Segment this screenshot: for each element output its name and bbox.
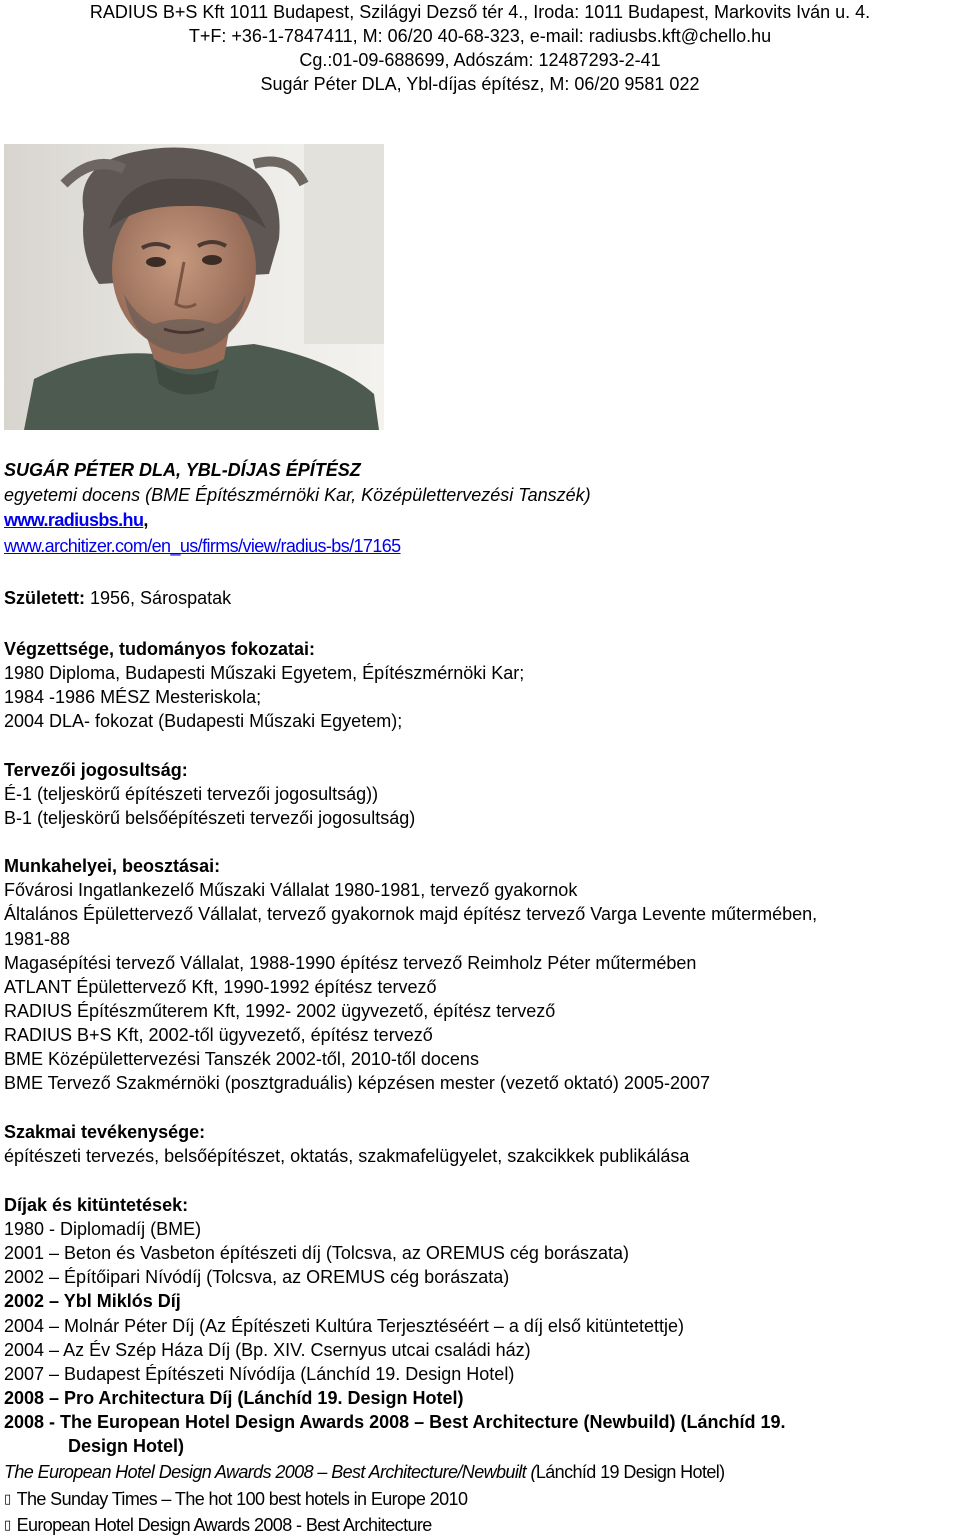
- position-title: egyetemi docens (BME Építészmérnöki Kar, Középülettervezési Tanszék): [4, 485, 591, 505]
- award-item: 2004 – Molnár Péter Díj (Az Építészeti Kultúra Terjesztéséért – a díj első kitüntetettje): [4, 1316, 685, 1336]
- award-item: 2002 – Ybl Miklós Díj: [4, 1291, 181, 1311]
- license-heading: Tervezői jogosultság:: [4, 760, 188, 780]
- activity-heading: Szakmai tevékenysége:: [4, 1122, 206, 1142]
- award-note-hotel: Lánchíd 19 Design Hotel): [535, 1462, 725, 1482]
- work-item: BME Tervező Szakmérnöki (posztgraduális) képzésen mester (vezető oktató) 2005-2007: [4, 1073, 711, 1093]
- award-item: 2004 – Az Év Szép Háza Díj (Bp. XIV. Csernyus utcai családi ház): [4, 1340, 531, 1360]
- letterhead-company-address: RADIUS B+S Kft 1011 Budapest, Szilágyi Dezső tér 4., Iroda: 1011 Budapest, Markovits Iván u. 4.: [89, 2, 871, 22]
- activity-text: építészeti tervezés, belsőépítészet, oktatás, szakmafelügyelet, szakcikkek publikálása: [4, 1146, 690, 1166]
- work-item: Magasépítési tervező Vállalat, 1988-1990 építész tervező Reimholz Péter műtermében: [4, 953, 697, 973]
- website-link-separator: ,: [143, 510, 149, 530]
- award-item: 2001 – Beton és Vasbeton építészeti díj (Tolcsva, az OREMUS cég borászata): [4, 1243, 629, 1263]
- license-item: É-1 (teljeskörű építészeti tervezői jogosultság)): [4, 784, 379, 804]
- award-note-italic: The European Hotel Design Awards 2008 – Best Architecture/Newbuilt (: [4, 1462, 536, 1482]
- work-item: 1981-88: [4, 929, 71, 949]
- work-item: BME Középülettervezési Tanszék 2002-től, 2010-től docens: [4, 1049, 479, 1069]
- architizer-link[interactable]: www.architizer.com/en_us/firms/view/radius-bs/17165: [4, 536, 401, 556]
- award-bullet-item: [4, 1487, 956, 1511]
- architizer-line: [4, 534, 956, 558]
- letterhead-registration: Cg.:01-09-688699, Adószám: 12487293-2-41: [299, 50, 661, 70]
- awards-heading: Díjak és kitüntetések:: [4, 1195, 189, 1215]
- work-item: RADIUS Építészműterem Kft, 1992- 2002 ügyvezető, építész tervező: [4, 1001, 556, 1021]
- name-title: SUGÁR PÉTER DLA, YBL-DÍJAS ÉPÍTÉSZ: [4, 460, 361, 480]
- education-item: 1980 Diploma, Budapesti Műszaki Egyetem, Építészmérnöki Kar;: [4, 663, 525, 683]
- work-item: Általános Épülettervező Vállalat, tervező gyakornok majd építész tervező Varga Levente műtermében,: [4, 904, 818, 924]
- award-bullet-text: European Hotel Design Awards 2008 - Best Architecture: [16, 1515, 432, 1535]
- award-item: 1980 - Diplomadíj (BME): [4, 1219, 202, 1239]
- award-item: 2007 – Budapest Építészeti Nívódíja (Lánchíd 19. Design Hotel): [4, 1364, 515, 1384]
- letterhead: [0, 0, 960, 96]
- award-bullet-item: [4, 1513, 956, 1537]
- award-bullet-text: The Sunday Times – The hot 100 best hotels in Europe 2010: [16, 1489, 468, 1509]
- award-item-continued: Design Hotel): [68, 1436, 185, 1456]
- born-value: 1956, Sárospatak: [85, 588, 232, 608]
- bullet-icon: ▯: [4, 1492, 11, 1507]
- work-item: Fővárosi Ingatlankezelő Műszaki Vállalat 1980-1981, tervező gyakornok: [4, 880, 578, 900]
- work-heading: Munkahelyei, beosztásai:: [4, 856, 221, 876]
- education-heading: Végzettsége, tudományos fokozatai:: [4, 639, 316, 659]
- portrait-photo: [4, 144, 384, 430]
- award-item: 2008 - The European Hotel Design Awards 2008 – Best Architecture (Newbuild) (Lánchíd 19.: [4, 1412, 786, 1432]
- bullet-icon: ▯: [4, 1518, 11, 1533]
- letterhead-architect: Sugár Péter DLA, Ybl-díjas építész, M: 06/20 9581 022: [260, 74, 700, 94]
- website-link[interactable]: www.radiusbs.hu: [4, 510, 144, 530]
- letterhead-contact: T+F: +36-1-7847411, M: 06/20 40-68-323, e-mail: radiusbs.kft@chello.hu: [188, 26, 772, 46]
- education-item: 2004 DLA- fokozat (Budapesti Műszaki Egyetem);: [4, 711, 403, 731]
- work-item: ATLANT Épülettervező Kft, 1990-1992 építész tervező: [4, 977, 437, 997]
- work-item: RADIUS B+S Kft, 2002-től ügyvezető, építész tervező: [4, 1025, 433, 1045]
- born-label: Született:: [4, 588, 85, 608]
- award-note: [4, 1460, 956, 1484]
- award-item: 2002 – Építőipari Nívódíj (Tolcsva, az OREMUS cég borászata): [4, 1267, 510, 1287]
- education-item: 1984 -1986 MÉSZ Mesteriskola;: [4, 687, 262, 707]
- website-line: [4, 508, 956, 532]
- license-item: B-1 (teljeskörű belsőépítészeti tervezői jogosultság): [4, 808, 416, 828]
- award-item: 2008 – Pro Architectura Díj (Lánchíd 19. Design Hotel): [4, 1388, 464, 1408]
- born-line: [4, 586, 956, 610]
